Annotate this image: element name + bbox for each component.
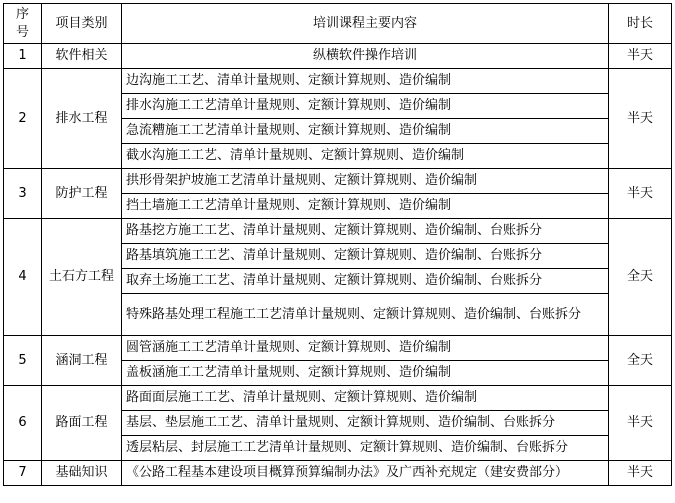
row-duration: 全天: [609, 336, 672, 386]
table-row: [4, 219, 672, 244]
row-serial-number: 3: [4, 169, 42, 219]
row-serial-number: 2: [4, 69, 42, 169]
row-duration: 半天: [609, 169, 672, 219]
row-content-item: 急流糟施工工艺清单计量规则、定额计算规则、造价编制: [122, 119, 609, 144]
row-category: 涵洞工程: [42, 336, 122, 386]
row-content-item: 特殊路基处理工程施工工艺清单计量规则、定额计算规则、造价编制、台账拆分: [122, 294, 609, 336]
row-serial-number: 5: [4, 336, 42, 386]
row-content-item: 路基填筑施工工艺、清单计量规则、定额计算规则、造价编制、台账拆分: [122, 244, 609, 269]
row-content-item: 路面面层施工工艺、清单计量规则、定额计算规则、造价编制: [122, 386, 609, 411]
row-content-item: 《公路工程基本建设项目概算预算编制办法》及广西补充规定（建安费部分）: [122, 461, 609, 486]
row-serial-number: 6: [4, 386, 42, 461]
row-content-item: 透层粘层、封层施工工艺清单计量规则、定额计算规则、造价编制、台账拆分: [122, 436, 609, 461]
table-body: [4, 4, 672, 486]
row-category: 土石方工程: [42, 219, 122, 336]
header-content: 培训课程主要内容: [122, 4, 609, 44]
row-category: 路面工程: [42, 386, 122, 461]
header-serial-line1: 序: [15, 6, 29, 22]
training-course-table: [3, 3, 672, 486]
row-content-item: 拱形骨架护坡施工艺清单计量规则、定额计算规则、造价编制: [122, 169, 609, 194]
table-row: [4, 69, 672, 94]
header-category: 项目类别: [42, 4, 122, 44]
row-category: 排水工程: [42, 69, 122, 169]
header-serial-line2: 号: [15, 24, 29, 40]
row-category: 防护工程: [42, 169, 122, 219]
row-content-item: 排水沟施工工艺清单计量规则、定额计算规则、造价编制: [122, 94, 609, 119]
table-row: [4, 169, 672, 194]
header-duration: 时长: [609, 4, 672, 44]
header-serial-number: [4, 4, 42, 44]
row-content-item: 基层、垫层施工工艺、清单计量规则、定额计算规则、造价编制、台账拆分: [122, 411, 609, 436]
row-duration: 半天: [609, 461, 672, 486]
row-serial-number: 1: [4, 44, 42, 69]
row-content-item: 纵横软件操作培训: [122, 44, 609, 69]
row-serial-number: 7: [4, 461, 42, 486]
row-content-item: 取弃土场施工工艺、清单计量规则、定额计算规则、造价编制、台账拆分: [122, 269, 609, 294]
row-content-item: 路基挖方施工工艺、清单计量规则、定额计算规则、造价编制、台账拆分: [122, 219, 609, 244]
row-category: 基础知识: [42, 461, 122, 486]
row-duration: 半天: [609, 386, 672, 461]
table-row: [4, 336, 672, 361]
row-category: 软件相关: [42, 44, 122, 69]
row-content-item: 截水沟施工工艺、清单计量规则、定额计算规则、造价编制: [122, 144, 609, 169]
table-row: [4, 461, 672, 486]
row-content-item: 盖板涵施工工艺清单计量规则、定额计算规则、造价编制: [122, 361, 609, 386]
row-duration: 半天: [609, 69, 672, 169]
table-header-row: [4, 4, 672, 44]
row-content-item: 边沟施工工艺、清单计量规则、定额计算规则、造价编制: [122, 69, 609, 94]
row-duration: 全天: [609, 219, 672, 336]
row-serial-number: 4: [4, 219, 42, 336]
table-row: [4, 44, 672, 69]
row-duration: 半天: [609, 44, 672, 69]
row-content-item: 圆管涵施工工艺清单计量规则、定额计算规则、造价编制: [122, 336, 609, 361]
row-content-item: 挡土墙施工工艺清单计量规则、定额计算规则、造价编制: [122, 194, 609, 219]
table-row: [4, 386, 672, 411]
